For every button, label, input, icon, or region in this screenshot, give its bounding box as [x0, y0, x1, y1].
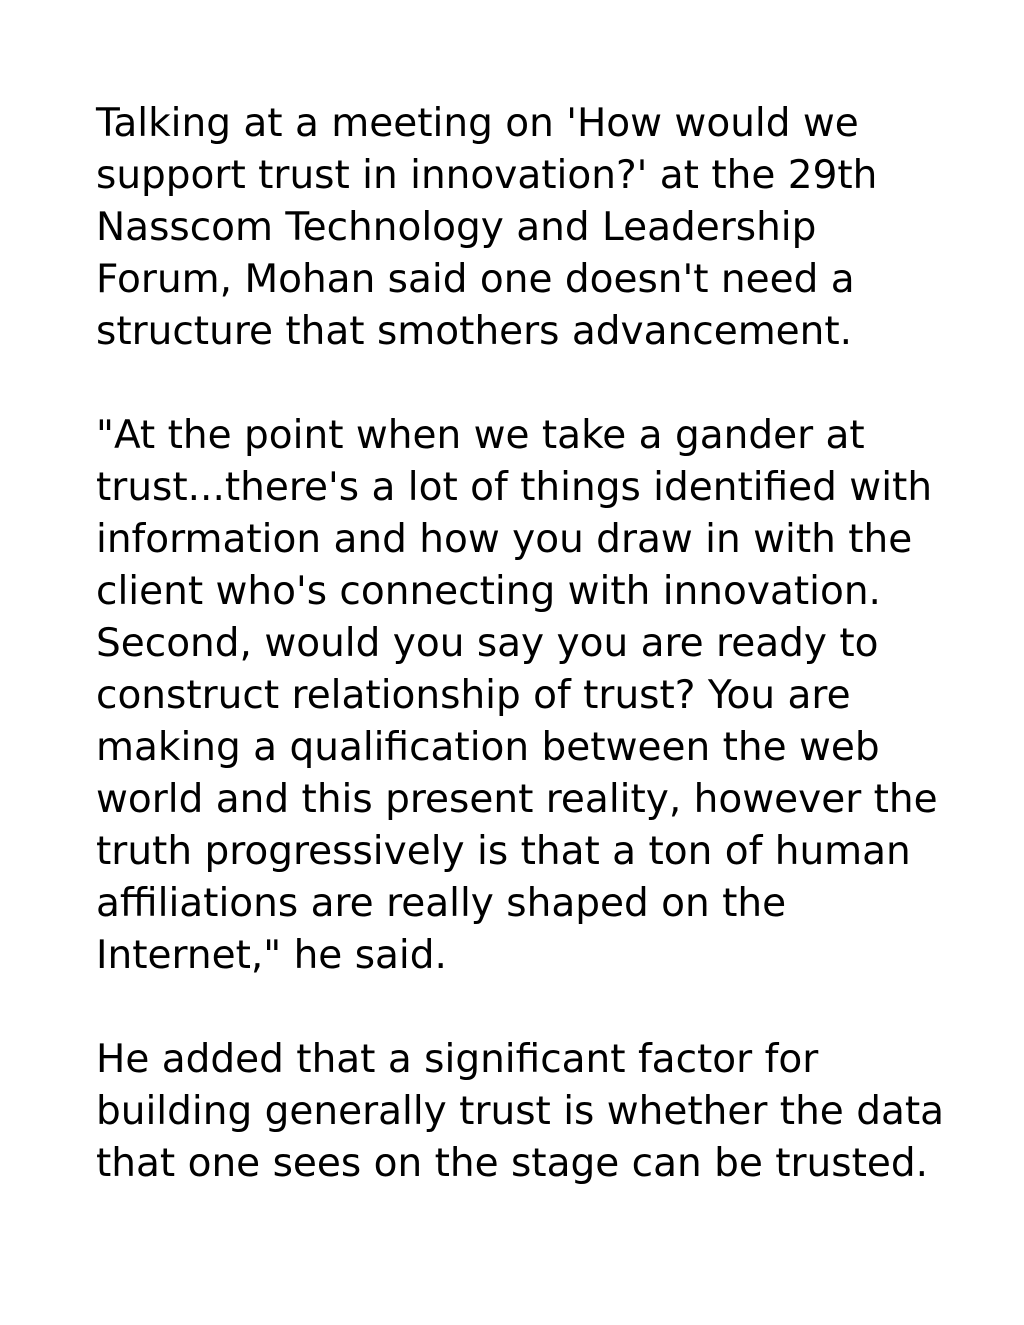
article-body	[96, 98, 956, 1242]
text-line: truth progressively is that a ton of human	[96, 829, 911, 874]
text-line: making a qualification between the web	[96, 725, 880, 770]
paragraph-3	[96, 1034, 956, 1190]
text-line: trust...there's a lot of things identified with	[96, 465, 933, 510]
text-line: client who's connecting with innovation.	[96, 569, 881, 614]
text-line: information and how you draw in with the	[96, 517, 913, 562]
text-line: Internet," he said.	[96, 933, 447, 978]
text-line: Second, would you say you are ready to	[96, 621, 879, 666]
text-line: He added that a significant factor for	[96, 1037, 819, 1082]
text-line: support trust in innovation?' at the 29th	[96, 153, 878, 198]
text-line: structure that smothers advancement.	[96, 309, 853, 354]
text-line: Talking at a meeting on 'How would we	[96, 101, 859, 146]
text-line: construct relationship of trust? You are	[96, 673, 851, 718]
text-line: building generally trust is whether the data	[96, 1089, 945, 1134]
text-line: affiliations are really shaped on the	[96, 881, 787, 926]
paragraph-2	[96, 410, 956, 982]
text-line: Nasscom Technology and Leadership	[96, 205, 817, 250]
text-line: that one sees on the stage can be trusted.	[96, 1141, 929, 1186]
text-line: Forum, Mohan said one doesn't need a	[96, 257, 855, 302]
text-line: world and this present reality, however the	[96, 777, 938, 822]
paragraph-1	[96, 98, 956, 358]
text-line: "At the point when we take a gander at	[96, 413, 865, 458]
